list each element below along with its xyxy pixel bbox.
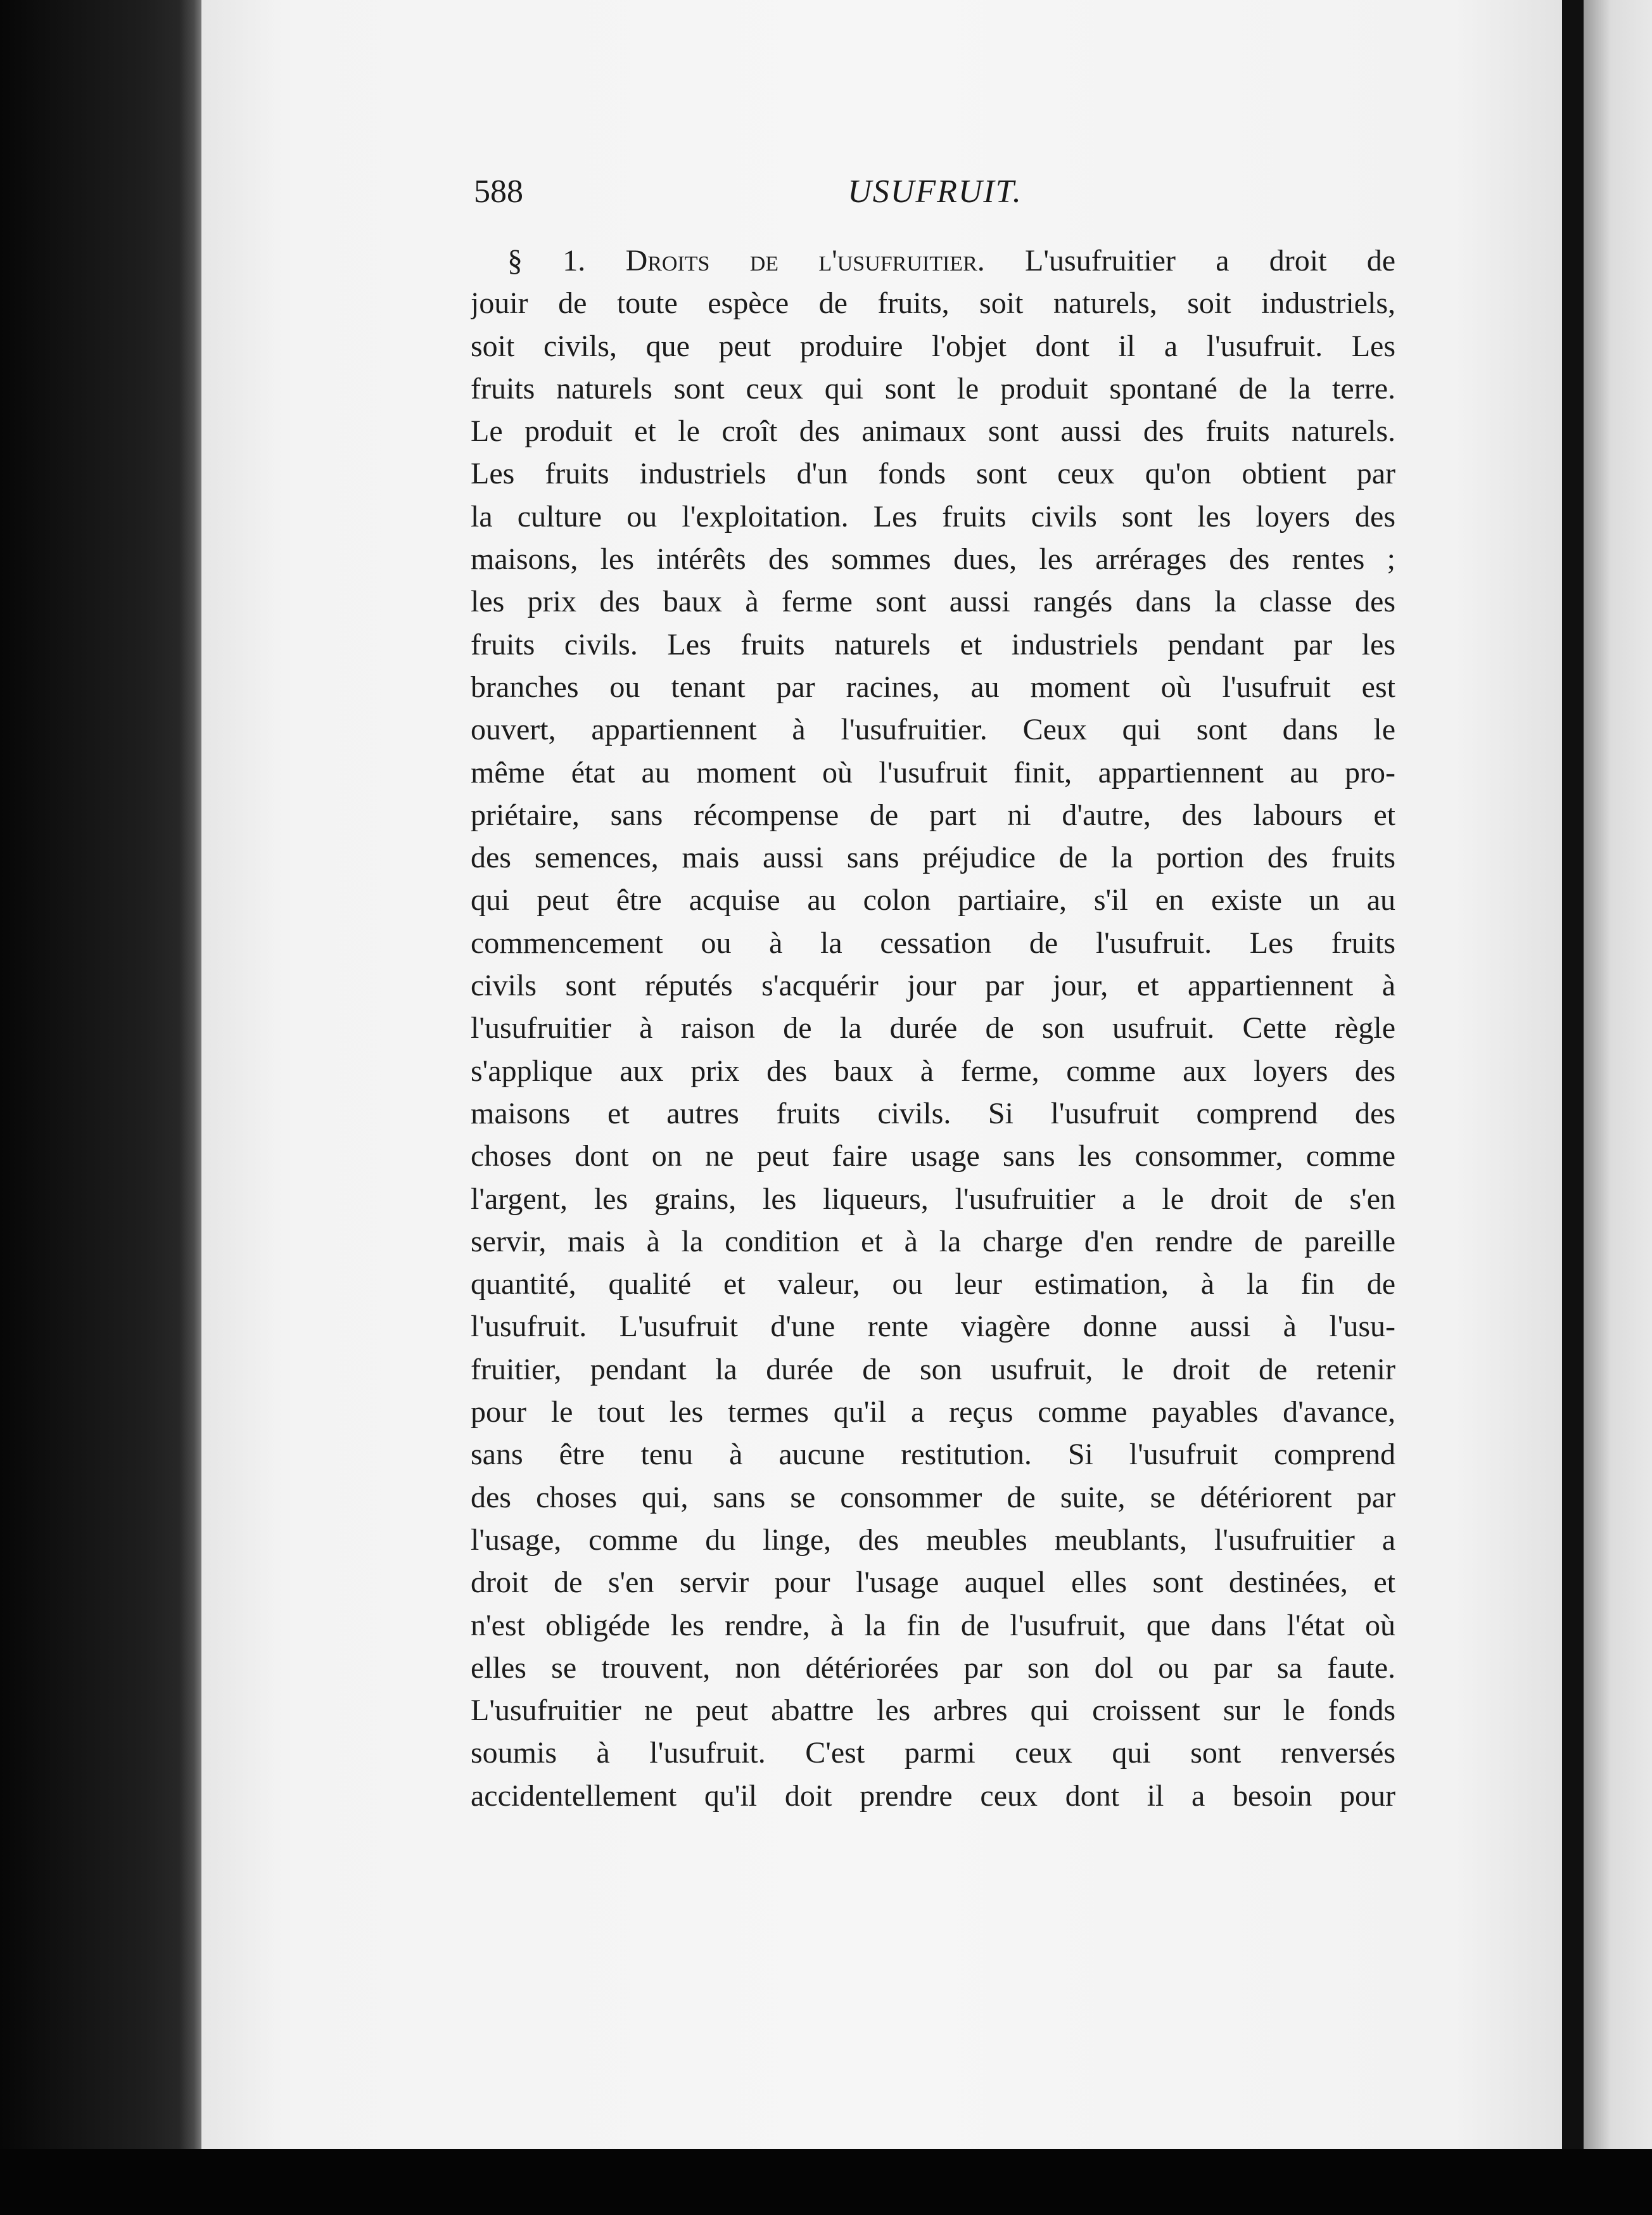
- book-spine: [0, 0, 193, 2215]
- text-line: l'argent, les grains, les liqueurs, l'usufruitier a le droit de s'en: [471, 1182, 1395, 1216]
- spine-edge: [179, 0, 204, 2215]
- text-line: fruits civils. Les fruits naturels et industriels pendant par les: [471, 627, 1395, 661]
- text-line: Le produit et le croît des animaux sont aussi des fruits naturels.: [471, 414, 1395, 449]
- text-line: civils sont réputés s'acquérir jour par jour, et appartiennent à: [471, 969, 1395, 1003]
- text-line: qui peut être acquise au colon partiaire, s'il en existe un au: [471, 883, 1395, 917]
- text-line: soit civils, que peut produire l'objet dont il a l'usufruit. Les: [471, 329, 1395, 363]
- text-line: même état au moment où l'usufruit finit, appartiennent au pro-: [471, 755, 1395, 789]
- text-line: accidentellement qu'il doit prendre ceux dont il a besoin pour: [471, 1778, 1395, 1813]
- text-line: droit de s'en servir pour l'usage auquel elles sont destinées, et: [471, 1566, 1395, 1600]
- text-line: l'usufruitier à raison de la durée de son usufruit. Cette règle: [471, 1011, 1395, 1045]
- text-line: les prix des baux à ferme sont aussi rangés dans la classe des: [471, 585, 1395, 619]
- running-title: USUFRUIT.: [848, 174, 1022, 210]
- text-line: servir, mais à la condition et à la charge d'en rendre de pareille: [471, 1224, 1395, 1258]
- text-line: fruitier, pendant la durée de son usufruit, le droit de retenir: [471, 1352, 1395, 1386]
- text-line: fruits naturels sont ceux qui sont le produit spontané de la terre.: [471, 371, 1395, 405]
- text-line: maisons et autres fruits civils. Si l'usufruit comprend des: [471, 1096, 1395, 1130]
- section-heading: Droits de l'usufruitier.: [625, 244, 985, 278]
- text-line: s'applique aux prix des baux à ferme, comme aux loyers des: [471, 1054, 1395, 1088]
- text-line: des choses qui, sans se consommer de suite, se détériorent par: [471, 1480, 1395, 1514]
- text-line: choses dont on ne peut faire usage sans les consommer, comme: [471, 1139, 1395, 1173]
- text-line: commencement ou à la cessation de l'usufruit. Les fruits: [471, 926, 1395, 960]
- bottom-shadow: [0, 2149, 1652, 2215]
- text-line: l'usage, comme du linge, des meubles meublants, l'usufruitier a: [471, 1522, 1395, 1557]
- text-line: L'usufruitier ne peut abattre les arbres qui croissent sur le fonds: [471, 1694, 1395, 1728]
- text-line: L'usufruitier a droit de: [1025, 244, 1395, 278]
- text-line: sans être tenu à aucune restitution. Si l'usufruit comprend: [471, 1438, 1395, 1472]
- text-line: soumis à l'usufruit. C'est parmi ceux qui sont renversés: [471, 1736, 1395, 1770]
- text-line: des semences, mais aussi sans préjudice de la portion des fruits: [471, 841, 1395, 875]
- page-number: 588: [474, 174, 523, 210]
- section-first-line: [471, 239, 1395, 282]
- text-line: priétaire, sans récompense de part ni d'autre, des labours et: [471, 798, 1395, 832]
- next-page-sliver: [1584, 0, 1652, 2149]
- text-line: branches ou tenant par racines, au moment où l'usufruit est: [471, 670, 1395, 704]
- text-line: maisons, les intérêts des sommes dues, les arrérages des rentes ;: [471, 542, 1395, 577]
- text-line: pour le tout les termes qu'il a reçus comme payables d'avance,: [471, 1395, 1395, 1429]
- text-line: l'usufruit. L'usufruit d'une rente viagère donne aussi à l'usu-: [471, 1310, 1395, 1344]
- text-line: la culture ou l'exploitation. Les fruits civils sont les loyers des: [471, 499, 1395, 533]
- text-line: ouvert, appartiennent à l'usufruitier. Ceux qui sont dans le: [471, 713, 1395, 747]
- text-line: elles se trouvent, non détériorées par son dol ou par sa faute.: [471, 1650, 1395, 1685]
- right-page-edge: [1562, 0, 1584, 2149]
- body-text: [471, 239, 1395, 1817]
- text-line: jouir de toute espèce de fruits, soit naturels, soit industriels,: [471, 286, 1395, 321]
- text-line: Les fruits industriels d'un fonds sont ceux qu'on obtient par: [471, 457, 1395, 491]
- text-line: quantité, qualité et valeur, ou leur estimation, à la fin de: [471, 1267, 1395, 1301]
- section-mark: § 1.: [507, 244, 586, 278]
- text-line: n'est obligéde les rendre, à la fin de l'usufruit, que dans l'état où: [471, 1608, 1395, 1642]
- running-head: [474, 163, 1396, 220]
